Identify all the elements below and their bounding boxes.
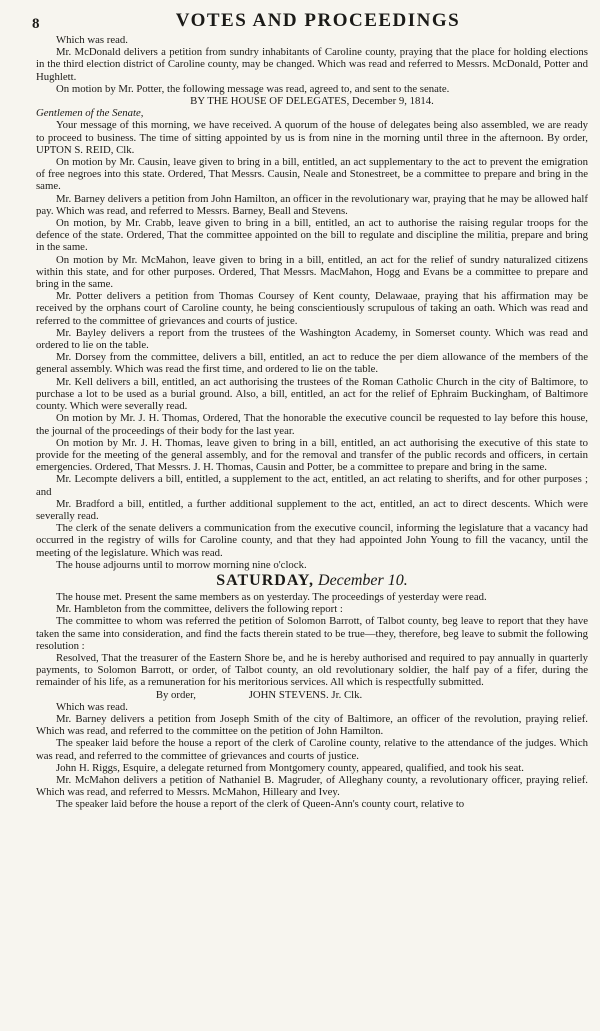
section-day: SATURDAY, bbox=[216, 571, 315, 589]
paragraph: On motion by Mr. J. H. Thomas, Ordered, That the honorable the executive council be requested to lay before this house, the journal of the proceedings of their body for the last year. bbox=[36, 412, 588, 437]
paragraph: On motion, by Mr. Crabb, leave given to bring in a bill, entitled, an act to authorise the raising regular troops for the defence of the state. Ordered, That the committee appointed on the bill to regulate and discipline the militia, prepare and bring in the same. bbox=[36, 217, 588, 254]
paragraph: Mr. Bradford a bill, entitled, a further additional supplement to the act, entitled, an act to direct descents. Which were severally read. bbox=[36, 497, 588, 522]
by-order-label: By order, bbox=[155, 688, 196, 701]
paragraph: The clerk of the senate delivers a communication from the executive council, informing the legislature that a vacancy had occurred in the registry of wills for Caroline county, and that they had appointed John Young to fill the vacancy, until the meeting of the legislature. Which was read. bbox=[36, 522, 588, 559]
document-body bbox=[36, 34, 588, 811]
paragraph: Mr. Barney delivers a petition from Joseph Smith of the city of Baltimore, an officer of the revolution, praying relief. Which was read, and referred to the committee on the petition of John Hamilton. bbox=[36, 712, 588, 738]
paragraph: On motion by Mr. J. H. Thomas, leave given to bring in a bill, entitled, an act authorising the executive of this state to provide for the meeting of the general assembly, and for the removal and transfer of the public records and officers, in certain emergencies. Ordered, That Messrs. J. H. Thomas, Causin and Potter, be a committee to prepare and bring in the same. bbox=[36, 436, 588, 474]
paragraph: Mr. Lecompte delivers a bill, entitled, a supplement to the act, entitled, an act relating to sherifts, and for other purposes ; and bbox=[36, 473, 588, 498]
section-date: December 10. bbox=[318, 571, 408, 589]
paragraph: Which was read. bbox=[56, 34, 128, 46]
clerk-name: JOHN STEVENS. Jr. Clk. bbox=[248, 688, 363, 701]
paragraph: Resolved, That the treasurer of the Eastern Shore be, and he is hereby authorised and required to pay annually in quarterly payments, to Solomon Barrott, or order, of Talbot county, an old revolutionary soldier, the half pay of a fifer, during the remainder of his life, as a remuneration for his meritorious services. All which is respectfully submitted. bbox=[36, 651, 588, 689]
paragraph: Mr. McDonald delivers a petition from sundry inhabitants of Caroline county, praying that the place for holding elections in the third election district of Caroline county, may be changed. Which was read and referred to Messrs. McDonald, Potter and Hughlett. bbox=[36, 46, 588, 83]
paragraph: John H. Riggs, Esquire, a delegate returned from Montgomery county, appeared, qualified, and took his seat. bbox=[56, 761, 524, 774]
paragraph: Mr. Dorsey from the committee, delivers a bill, entitled, an act to reduce the per diem allowance of the members of the general assembly. Which was read the first time, and ordered to lie on the table. bbox=[36, 351, 588, 376]
message-heading: BY THE HOUSE OF DELEGATES, December 9, 1814. bbox=[190, 95, 434, 108]
section-heading bbox=[36, 572, 588, 590]
paragraph: The speaker laid before the house a report of the clerk of Caroline county, relative to the attendance of the judges. Which was read, and referred to the committee of grievances and courts of justice. bbox=[36, 737, 588, 762]
paragraph: Your message of this morning, we have received. A quorum of the house of delegates being also assembled, we are ready to proceed to business. The time of sitting appointed by us is from nine in the morning until three in the afternoon. By order, UPTON S. REID, Clk. bbox=[36, 119, 588, 156]
paragraph: Mr. Potter delivers a petition from Thomas Coursey of Kent county, Delawaae, praying that his affirmation may be received by the orphans court of Caroline county, he being conscientiously scrupulous of taking an oath. Which was read and referred to the committee of grievances and courts of justice. bbox=[36, 290, 588, 327]
paragraph: Mr. Kell delivers a bill, entitled, an act authorising the trustees of the Roman Catholic Church in the city of Baltimore, to purchase a lot to be used as a burial ground. Also, a bill, entitled, an act for the relief of Ephraim Buckingham, of Baltimore county. Which were severally read. bbox=[36, 375, 588, 413]
running-title: VOTES AND PROCEEDINGS bbox=[175, 10, 461, 31]
paragraph: Mr. McMahon delivers a petition of Nathaniel B. Magruder, of Alleghany county, a revolutionary officer, praying relief. Which was read, and referred to Messrs. McMahon, Hilleary and Ivey. bbox=[36, 773, 588, 799]
paragraph: The house adjourns until to morrow morning nine o'clock. bbox=[56, 558, 307, 571]
paragraph: Mr. Hambleton from the committee, delivers the following report : bbox=[56, 603, 343, 616]
page-number: 8 bbox=[32, 16, 40, 32]
salutation: Gentlemen of the Senate, bbox=[36, 107, 144, 120]
signature-line bbox=[36, 689, 588, 701]
paragraph: The committee to whom was referred the petition of Solomon Barrott, of Talbot county, beg leave to report that they have taken the same into consideration, and find the facts therein stated to be true—they, therefore, beg leave to submit the following resolution : bbox=[36, 615, 588, 652]
paragraph: On motion by Mr. McMahon, leave given to bring in a bill, entitled, an act for the relief of sundry naturalized citizens within this state, and for other purposes. Ordered, That Messrs. MacMahon, Hogg and Evans be a committee to prepare and bring in the same. bbox=[36, 253, 588, 291]
paragraph: The speaker laid before the house a report of the clerk of Queen-Ann's county court, relative to bbox=[56, 798, 465, 811]
paragraph: The house met. Present the same members as on yesterday. The proceedings of yesterday were read. bbox=[56, 590, 487, 603]
proceedings-dec-10 bbox=[36, 591, 588, 689]
page-header bbox=[32, 0, 588, 34]
paragraph: On motion by Mr. Causin, leave given to bring in a bill, entitled, an act supplementary to the act to prevent the emigration of free negroes into this state. Ordered, That Messrs. Causin, Neale and Stonestreet, be a committee to prepare and bring in the same. bbox=[36, 156, 588, 193]
paragraph: On motion by Mr. Potter, the following message was read, agreed to, and sent to the senate. bbox=[56, 82, 450, 95]
proceedings-dec-9 bbox=[36, 34, 588, 571]
paragraph: Which was read. bbox=[56, 700, 128, 713]
paragraph: Mr. Bayley delivers a report from the trustees of the Washington Academy, in Somerset county. Which was read and ordered to lie on the table. bbox=[36, 326, 588, 352]
proceedings-dec-10-continued bbox=[36, 701, 588, 811]
paragraph: Mr. Barney delivers a petition from John Hamilton, an officer in the revolutionary war, praying that he may be allowed half pay. Which was read, and referred to Messrs. Barney, Beall and Stevens. bbox=[36, 192, 588, 217]
